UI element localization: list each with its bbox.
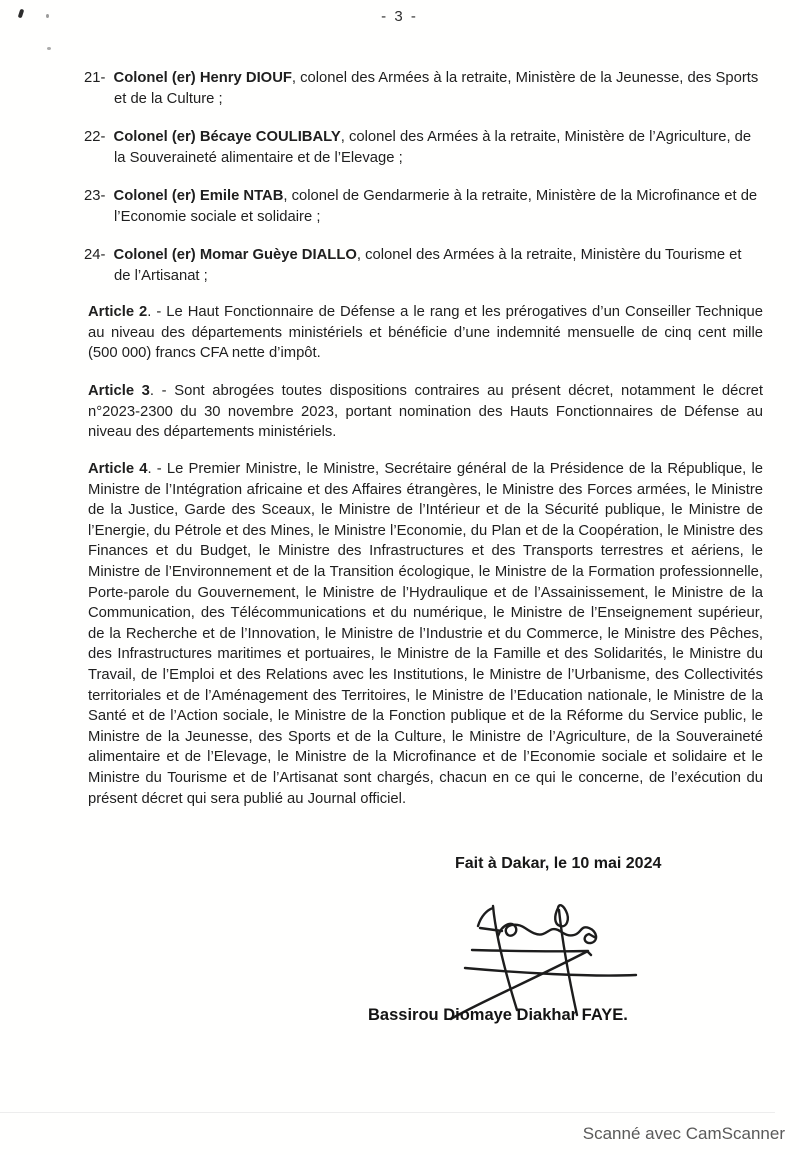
officer-name: Colonel (er) Momar Guèye DIALLO [113,247,357,263]
article-label: Article 4 [88,461,148,477]
article-3-paragraph [88,381,763,443]
dateline: Fait à Dakar, le 10 mai 2024 [455,855,662,872]
officer-name: Colonel (er) Emile NTAB [113,188,284,204]
list-item-21 [84,68,762,110]
item-number: 21- [84,70,106,86]
item-number: 22- [84,129,106,145]
camscanner-watermark: Scanné avec CamScanner [582,1124,785,1143]
article-2-paragraph [88,302,763,364]
item-text: , colonel de Gendarmerie à la retraite, Ministère de la Microfinance et de l’Economie sociale et solidaire ; [114,188,758,225]
scan-speckle [47,47,51,50]
officer-name: Colonel (er) Henry DIOUF [113,70,292,86]
item-text: , colonel des Armées à la retraite, Ministère de la Jeunesse, des Sports et de la Culture ; [114,70,759,107]
item-text: , colonel des Armées à la retraite, Ministère du Tourisme et de l’Artisanat ; [114,247,742,284]
item-text: , colonel des Armées à la retraite, Ministère de l’Agriculture, de la Souveraineté alimentaire et de l’Elevage ; [114,129,752,166]
item-number: 24- [84,247,106,263]
officer-name: Colonel (er) Bécaye COULIBALY [113,129,341,145]
article-text: . - Le Haut Fonctionnaire de Défense a le rang et les prérogatives d’un Conseiller Technique au niveau des départements ministériels et bénéficie d’une indemnité mensuelle de cinq cent mille (500 000) francs CFA nette d’impôt. [88,304,763,362]
list-item-22 [84,127,762,169]
article-text: . - Le Premier Ministre, le Ministre, Secrétaire général de la Présidence de la République, le Ministre de l’Intégration africaine et des Affaires étrangères, le Ministre des Forces armées, le Ministre de la Justice, Garde des Sceaux, le Ministre de l’Intérieur et de la Sécurité publique, le Ministre de l’Energie, du Pétrole et des Mines, le Ministre l’Economie, du Plan et de la Coopération, le Ministre des Finances et du Budget, le Ministre des Infrastructures et des Transports terrestres et aériens, le Ministre de l’Environnement et de la Transition écologique, le Ministre de la Formation professionnelle, Porte-parole du Gouvernement, le Ministre de l’Hydraulique et de l’Assainissement, le Ministre de la Communication, des Télécommunications et du numérique, le Ministre de l’Enseignement supérieur, de la Recherche et de l’Innovation, le Ministre de l’Industrie et du Commerce, le Ministre des Pêches, des Infrastructures maritimes et portuaires, le Ministre de la Famille et des Solidarités, le Ministre du Travail, de l’Emploi et des Relations avec les Institutions, le Ministre de l’Urbanisme, des Collectivités territoriales et de l’Aménagement des Territoires, le Ministre de l’Education nationale, le Ministre de la Santé et de l’Action sociale, le Ministre de la Fonction publique et de la Réforme du Service public, le Ministre de la Jeunesse, des Sports et de la Culture, le Ministre de l’Agriculture, de la Souveraineté alimentaire et de l’Elevage, le Ministre de la Microfinance et de l’Economie sociale et solidaire et le Ministre du Tourisme et de l’Artisanat sont chargés, chacun en ce qui le concerne, de l’exécution du présent décret qui sera publié au Journal officiel. [88,461,763,807]
page-edge-divider [0,1112,775,1113]
article-label: Article 3 [88,383,150,399]
item-number: 23- [84,188,106,204]
page-number: - 3 - [381,8,418,25]
list-item-24 [84,245,762,287]
article-text: . - Sont abrogées toutes dispositions contraires au présent décret, notamment le décret n°2023-2300 du 30 novembre 2023, portant nomination des Hauts Fonctionnaires de Défense au niveau des départements ministériels. [88,383,763,441]
article-4-paragraph [88,459,763,809]
signer-name: Bassirou Diomaye Diakhar FAYE. [368,1006,628,1024]
list-item-23 [84,186,762,228]
article-label: Article 2 [88,304,148,320]
